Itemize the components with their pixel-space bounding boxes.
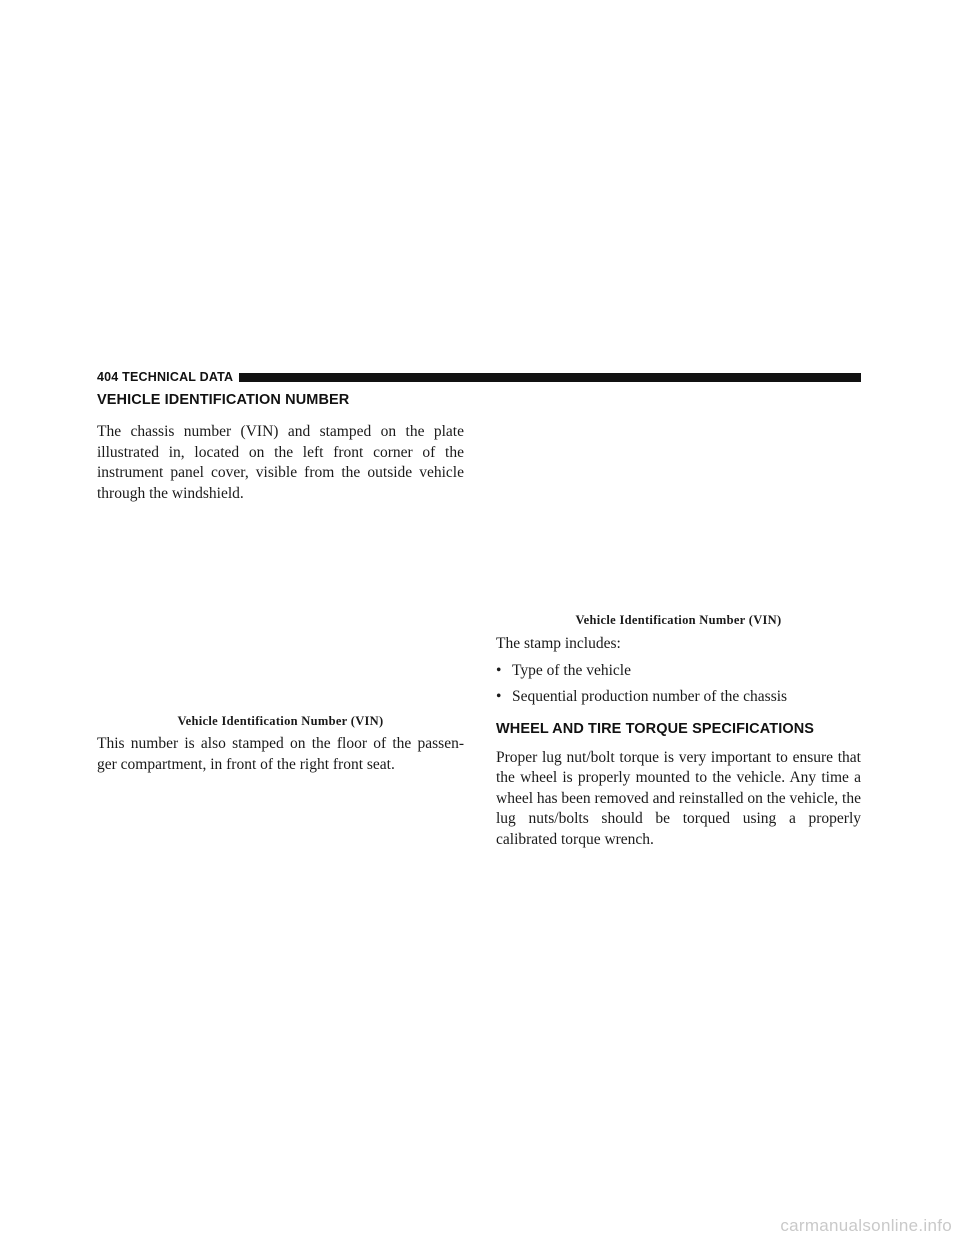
list-item: • Type of the vehicle xyxy=(496,661,861,681)
vin-intro-paragraph: The chassis number (VIN) and stamped on the plate illustrated in, located on the left front corner of the instrument panel cover, visible from the outside vehicle through the windshield. xyxy=(97,423,464,502)
vin-heading: VEHICLE IDENTIFICATION NUMBER xyxy=(97,392,350,408)
right-figure-caption: Vehicle Identification Number (VIN) xyxy=(575,613,782,627)
page-number-section-label: 404 TECHNICAL DATA xyxy=(97,370,234,384)
page-header xyxy=(97,369,861,385)
torque-heading: WHEEL AND TIRE TORQUE SPECIFICATIONS xyxy=(496,720,815,737)
header-rule xyxy=(239,373,861,382)
watermark: carmanualsonline.info xyxy=(780,1216,952,1235)
list-item: • Sequential production number of the chassis xyxy=(496,687,861,707)
left-column-note xyxy=(97,734,464,775)
left-figure-caption: Vehicle Identification Number (VIN) xyxy=(177,714,384,728)
stamp-intro: The stamp includes: xyxy=(496,635,621,652)
right-column xyxy=(496,634,861,850)
stamp-bullet-list xyxy=(496,661,861,707)
vin-floor-note: This number is also stamped on the floor of the passen- ger compartment, in front of the right front seat. xyxy=(97,735,464,773)
torque-paragraph: Proper lug nut/bolt torque is very important to ensure that the wheel is properly mounted to the vehicle. Any time a wheel has been removed and reinstalled on the vehicle, the lug nuts/bolts should be torqued using a properly calibrated torque wrench. xyxy=(496,748,861,848)
left-column xyxy=(97,392,464,504)
